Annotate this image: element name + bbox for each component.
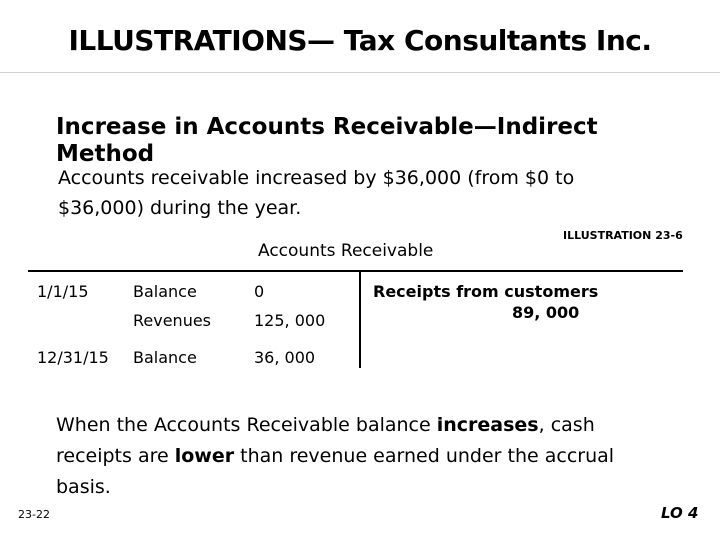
slide-title: ILLUSTRATIONS— Tax Consultants Inc. [68,24,652,57]
t-account-title: Accounts Receivable [258,241,434,261]
emphasis-lower: lower [174,445,235,467]
emphasis-increases: increases [436,414,539,436]
row-3-date: 12/31/15 [37,348,109,367]
row-1-amount: 0 [254,282,265,301]
credit-description: Receipts from customers [373,282,599,301]
explanation-paragraph [56,410,656,503]
t-account-horizontal-rule [28,270,683,272]
row-3-description: Balance [133,348,197,367]
illustration-reference: ILLUSTRATION 23-6 [563,229,683,242]
title-divider [0,72,720,73]
explanation-text-2: , cash receipts are [56,414,595,467]
explanation-text-3: than revenue earned under the accrual basis. [56,445,615,498]
credit-amount: 89, 000 [512,303,580,322]
row-1-date: 1/1/15 [37,282,89,301]
t-account-vertical-rule [359,271,361,368]
row-1-description: Balance [133,282,197,301]
explanation-text-1: When the Accounts Receivable balance [56,414,437,436]
row-3-amount: 36, 000 [254,348,316,367]
row-2-amount: 125, 000 [254,311,326,330]
intro-text: Accounts receivable increased by $36,000 (from $0 to $36,000) during the year. [58,167,575,219]
section-heading: Increase in Accounts Receivable—Indirect Method [56,114,598,167]
slide-number: 23-22 [18,508,50,521]
learning-objective-tag: LO 4 [661,504,699,522]
row-2-description: Revenues [133,311,212,330]
